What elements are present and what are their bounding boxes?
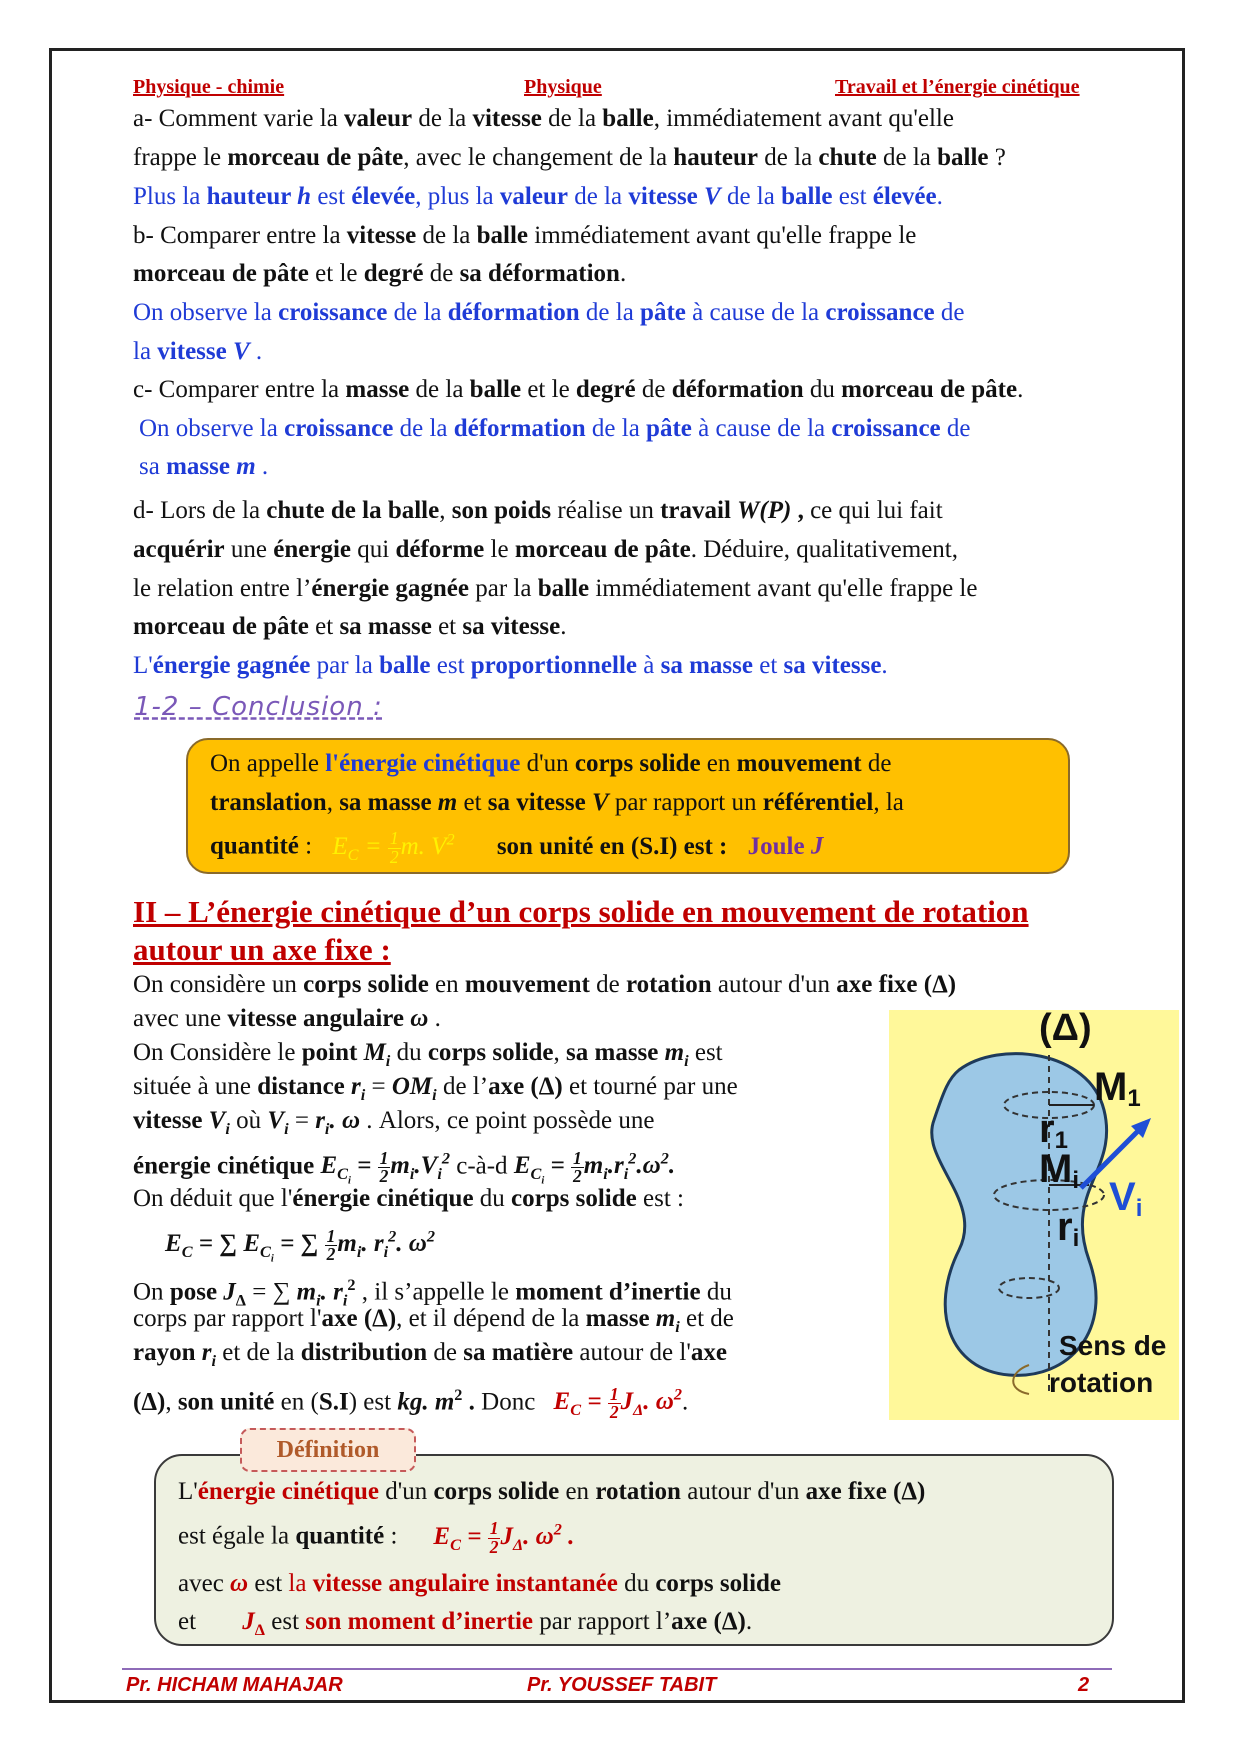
m1-label: M1 (1094, 1065, 1141, 1112)
solid-body-shape (932, 1054, 1107, 1376)
question-d-line1: d- Lors de la chute de la balle, son poids réalise un travail W(P) , ce qui lui fait (133, 497, 943, 524)
rotation-figure (889, 1010, 1179, 1420)
rotation-diagram (889, 1010, 1179, 1420)
answer-b-line2: la vitesse V . (133, 338, 263, 365)
section2-p1: On considère un corps solide en mouvement de rotation autour d'un axe fixe (Δ) (133, 971, 957, 998)
sens-label-1: Sens de (1059, 1330, 1167, 1361)
question-a-line2: frappe le morceau de pâte, avec le changement de la hauteur de la chute de la balle ? (133, 144, 1006, 171)
answer-b-line1: On observe la croissance de la déformation de la pâte à cause de la croissance de (133, 299, 965, 326)
kinetic-energy-formula: $E_C$ = $\frac{1}{2}$ m. $V^2$ (332, 828, 455, 867)
footer-page-number: 2 (1078, 1674, 1090, 1696)
question-c: c- Comparer entre la masse de la balle et le degré de déformation du morceau de pâte. (133, 376, 1024, 403)
mi-label: Mi (1039, 1147, 1079, 1194)
header-branch: Physique (524, 76, 602, 98)
definition-tag: Définition (240, 1428, 416, 1472)
conclusion-box (186, 738, 1070, 874)
section2-sum-formula: $E_C$ = ∑ $E_{C_i}$ = ∑ $\frac{1}{2}$ $m_i$. $r_i^2$. $\omega^2$ (165, 1225, 435, 1265)
definition-line1: L'énergie cinétique d'un corps solide en rotation autour d'un axe fixe (Δ) (178, 1478, 926, 1505)
answer-d: L'énergie gagnée par la balle est proportionnelle à sa masse et sa vitesse. (133, 652, 888, 679)
r1-label: r1 (1039, 1107, 1068, 1154)
question-d-line4: morceau de pâte et sa masse et sa vitesse. (133, 613, 567, 640)
conclusion-line2: translation, sa masse m et sa vitesse V par rapport un référentiel, la (210, 789, 904, 816)
section-title-line2: autour un axe fixe : (133, 932, 391, 967)
section2-p12: (Δ), son unité en (S.I) est kg. $m^2$ . Donc $E_C$ = $\frac{1}{2}$ $J_\Delta$. $\omega^2$. (133, 1383, 689, 1423)
section2-p5: vitesse $V_i$ où $V_i = r_i$. ω . Alors, ce point possède une (133, 1107, 655, 1138)
conclusion-line3: quantité : $E_C$ = $\frac{1}{2}$ m. $V^2$ son unité en (S.I) est : Joule J (210, 828, 824, 867)
section2-p4: située à une distance $r_i = OM_i$ de l’axe (Δ) et tourné par une (133, 1073, 738, 1104)
ri-label: ri (1057, 1205, 1080, 1252)
section2-p10: corps par rapport l'axe (Δ), et il dépend de la masse $m_i$ et de (133, 1305, 734, 1336)
definition-line3: avec ω est la vitesse angulaire instantanée du corps solide (178, 1570, 782, 1597)
answer-a: Plus la hauteur h est élevée, plus la valeur de la vitesse V de la balle est élevée. (133, 183, 943, 210)
definition-box (154, 1454, 1114, 1646)
header-subject: Physique - chimie (133, 76, 285, 98)
section2-p3: On Considère le point $M_i$ du corps solide, sa masse $m_i$ est (133, 1039, 723, 1070)
section2-p6: énergie cinétique $E_{C_i}$ = $\frac{1}{2}$ $m_i.V_i^2$ c-à-d $E_{C_i}$ = $\frac{1}{2}$ $m_i.r_i^2.\omega^2$. (133, 1147, 676, 1187)
question-d-line2: acquérir une énergie qui déforme le morceau de pâte. Déduire, qualitativement, (133, 536, 959, 563)
vi-label: Vi (1109, 1175, 1143, 1222)
section2-p11: rayon $r_i$ et de la distribution de sa matière autour de l'axe (133, 1339, 727, 1370)
section-title-line1: II – L’énergie cinétique d’un corps solide en mouvement de rotation (133, 894, 1029, 929)
answer-c-line2: sa masse m . (139, 453, 269, 480)
definition-line4: et $J_\Delta$ est son moment d’inertie par rapport l’axe (Δ). (178, 1608, 753, 1639)
axis-label: (Δ) (1039, 1010, 1092, 1049)
sens-label-2: rotation (1049, 1367, 1154, 1398)
section2-p9: On pose $J_\Delta$ = ∑ $m_i$. $r_i^2$ , il s’appelle le moment d’inertie du (133, 1276, 732, 1310)
conclusion-line1: On appelle l'énergie cinétique d'un corps solide en mouvement de (210, 750, 892, 777)
question-b-line1: b- Comparer entre la vitesse de la balle immédiatement avant qu'elle frappe le (133, 222, 917, 249)
question-b-line2: morceau de pâte et le degré de sa déformation. (133, 260, 627, 287)
section2-p2: avec une vitesse angulaire ω . (133, 1005, 441, 1032)
footer-rule (122, 1668, 1112, 1670)
footer-author-2: Pr. YOUSSEF TABIT (527, 1674, 717, 1696)
definition-line2: est égale la quantité : $E_C$ = $\frac{1}{2}$ $J_\Delta$. $\omega^2$ . (178, 1518, 575, 1557)
footer-author-1: Pr. HICHAM MAHAJAR (126, 1674, 343, 1696)
question-a-line1: a- Comment varie la valeur de la vitesse de la balle, immédiatement avant qu'elle (133, 105, 954, 132)
question-d-line3: le relation entre l’énergie gagnée par la balle immédiatement avant qu'elle frappe le (133, 575, 978, 602)
section2-p7: On déduit que l'énergie cinétique du corps solide est : (133, 1185, 684, 1212)
answer-c-line1: On observe la croissance de la déformation de la pâte à cause de la croissance de (139, 415, 971, 442)
header-chapter: Travail et l’énergie cinétique (835, 76, 1080, 98)
conclusion-heading: 1-2 – Conclusion : (134, 692, 383, 722)
